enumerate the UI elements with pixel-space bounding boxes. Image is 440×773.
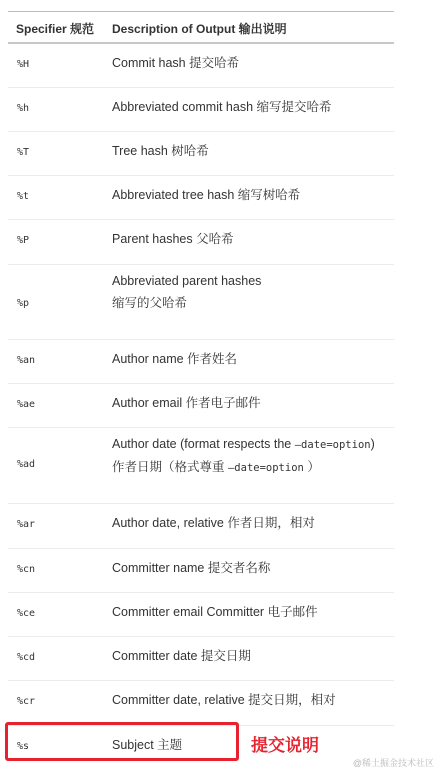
row-specifier: %H: [17, 59, 30, 70]
header-description: Description of Output 输出说明: [112, 22, 287, 36]
date-option-code: —date=option: [294, 439, 371, 451]
table-row: [8, 219, 394, 265]
annotation-label: 提交说明: [251, 736, 319, 755]
row-specifier: %P: [17, 235, 30, 246]
date-option-code: —date=option: [227, 462, 304, 474]
table-row: [8, 592, 394, 637]
table-row: [8, 503, 394, 549]
row-description: Author date, relative 作者日期，相对: [112, 516, 315, 530]
table-row: [8, 636, 394, 681]
row-specifier: %an: [17, 355, 36, 366]
row-description: Commit hash 提交哈希: [112, 56, 240, 70]
row-description: Subject 主题: [112, 738, 183, 752]
row-description: Committer date, relative 提交日期，相对: [112, 693, 336, 707]
highlight-box: [5, 722, 239, 761]
row-description: Committer date 提交日期: [112, 649, 251, 663]
row-specifier: %T: [17, 147, 30, 158]
desc-text: ): [370, 437, 375, 451]
row-description: Committer name 提交者名称: [112, 561, 271, 575]
header-specifier: Specifier 规范: [16, 22, 95, 36]
row-description: Author email 作者电子邮件: [112, 396, 261, 410]
row-description: Abbreviated tree hash 缩写树哈希: [112, 188, 301, 202]
table-row: [8, 339, 394, 384]
table-row: [8, 131, 394, 176]
row-specifier: %cr: [17, 696, 36, 707]
table-row: [8, 87, 394, 132]
table-row: [8, 427, 394, 504]
row-description: Tree hash 树哈希: [112, 144, 209, 158]
row-description: Parent hashes 父哈希: [112, 232, 234, 246]
row-description-line1: [112, 434, 375, 456]
row-specifier: %cn: [17, 564, 36, 575]
row-specifier: %ce: [17, 608, 36, 619]
row-description: Author name 作者姓名: [112, 352, 238, 366]
desc-text: Author date (format respects the: [112, 437, 295, 451]
row-specifier: %p: [17, 298, 30, 309]
row-description-line1: Abbreviated parent hashes: [112, 274, 262, 288]
desc-text: 作者日期（格式尊重: [112, 460, 228, 474]
table-row: [8, 264, 394, 340]
table-row: [8, 43, 394, 88]
watermark: @稀土掘金技术社区: [352, 758, 434, 768]
row-description: Abbreviated commit hash 缩写提交哈希: [112, 100, 332, 114]
table-row: [8, 383, 394, 428]
row-specifier: %s: [17, 741, 30, 752]
row-specifier: %ad: [17, 459, 36, 470]
row-specifier: %h: [17, 103, 30, 114]
row-specifier: %ae: [17, 399, 36, 410]
row-specifier: %cd: [17, 652, 36, 663]
row-specifier: %t: [17, 191, 30, 202]
table-row: [8, 548, 394, 593]
row-description: Committer email Committer 电子邮件: [112, 605, 318, 619]
row-description-line2: 缩写的父哈希: [112, 296, 188, 310]
row-specifier: %ar: [17, 519, 36, 530]
table-row: [8, 680, 394, 726]
row-description-line2: [112, 457, 320, 479]
table-header: [8, 11, 394, 44]
table-row: [8, 175, 394, 220]
desc-text: ）: [303, 460, 320, 474]
